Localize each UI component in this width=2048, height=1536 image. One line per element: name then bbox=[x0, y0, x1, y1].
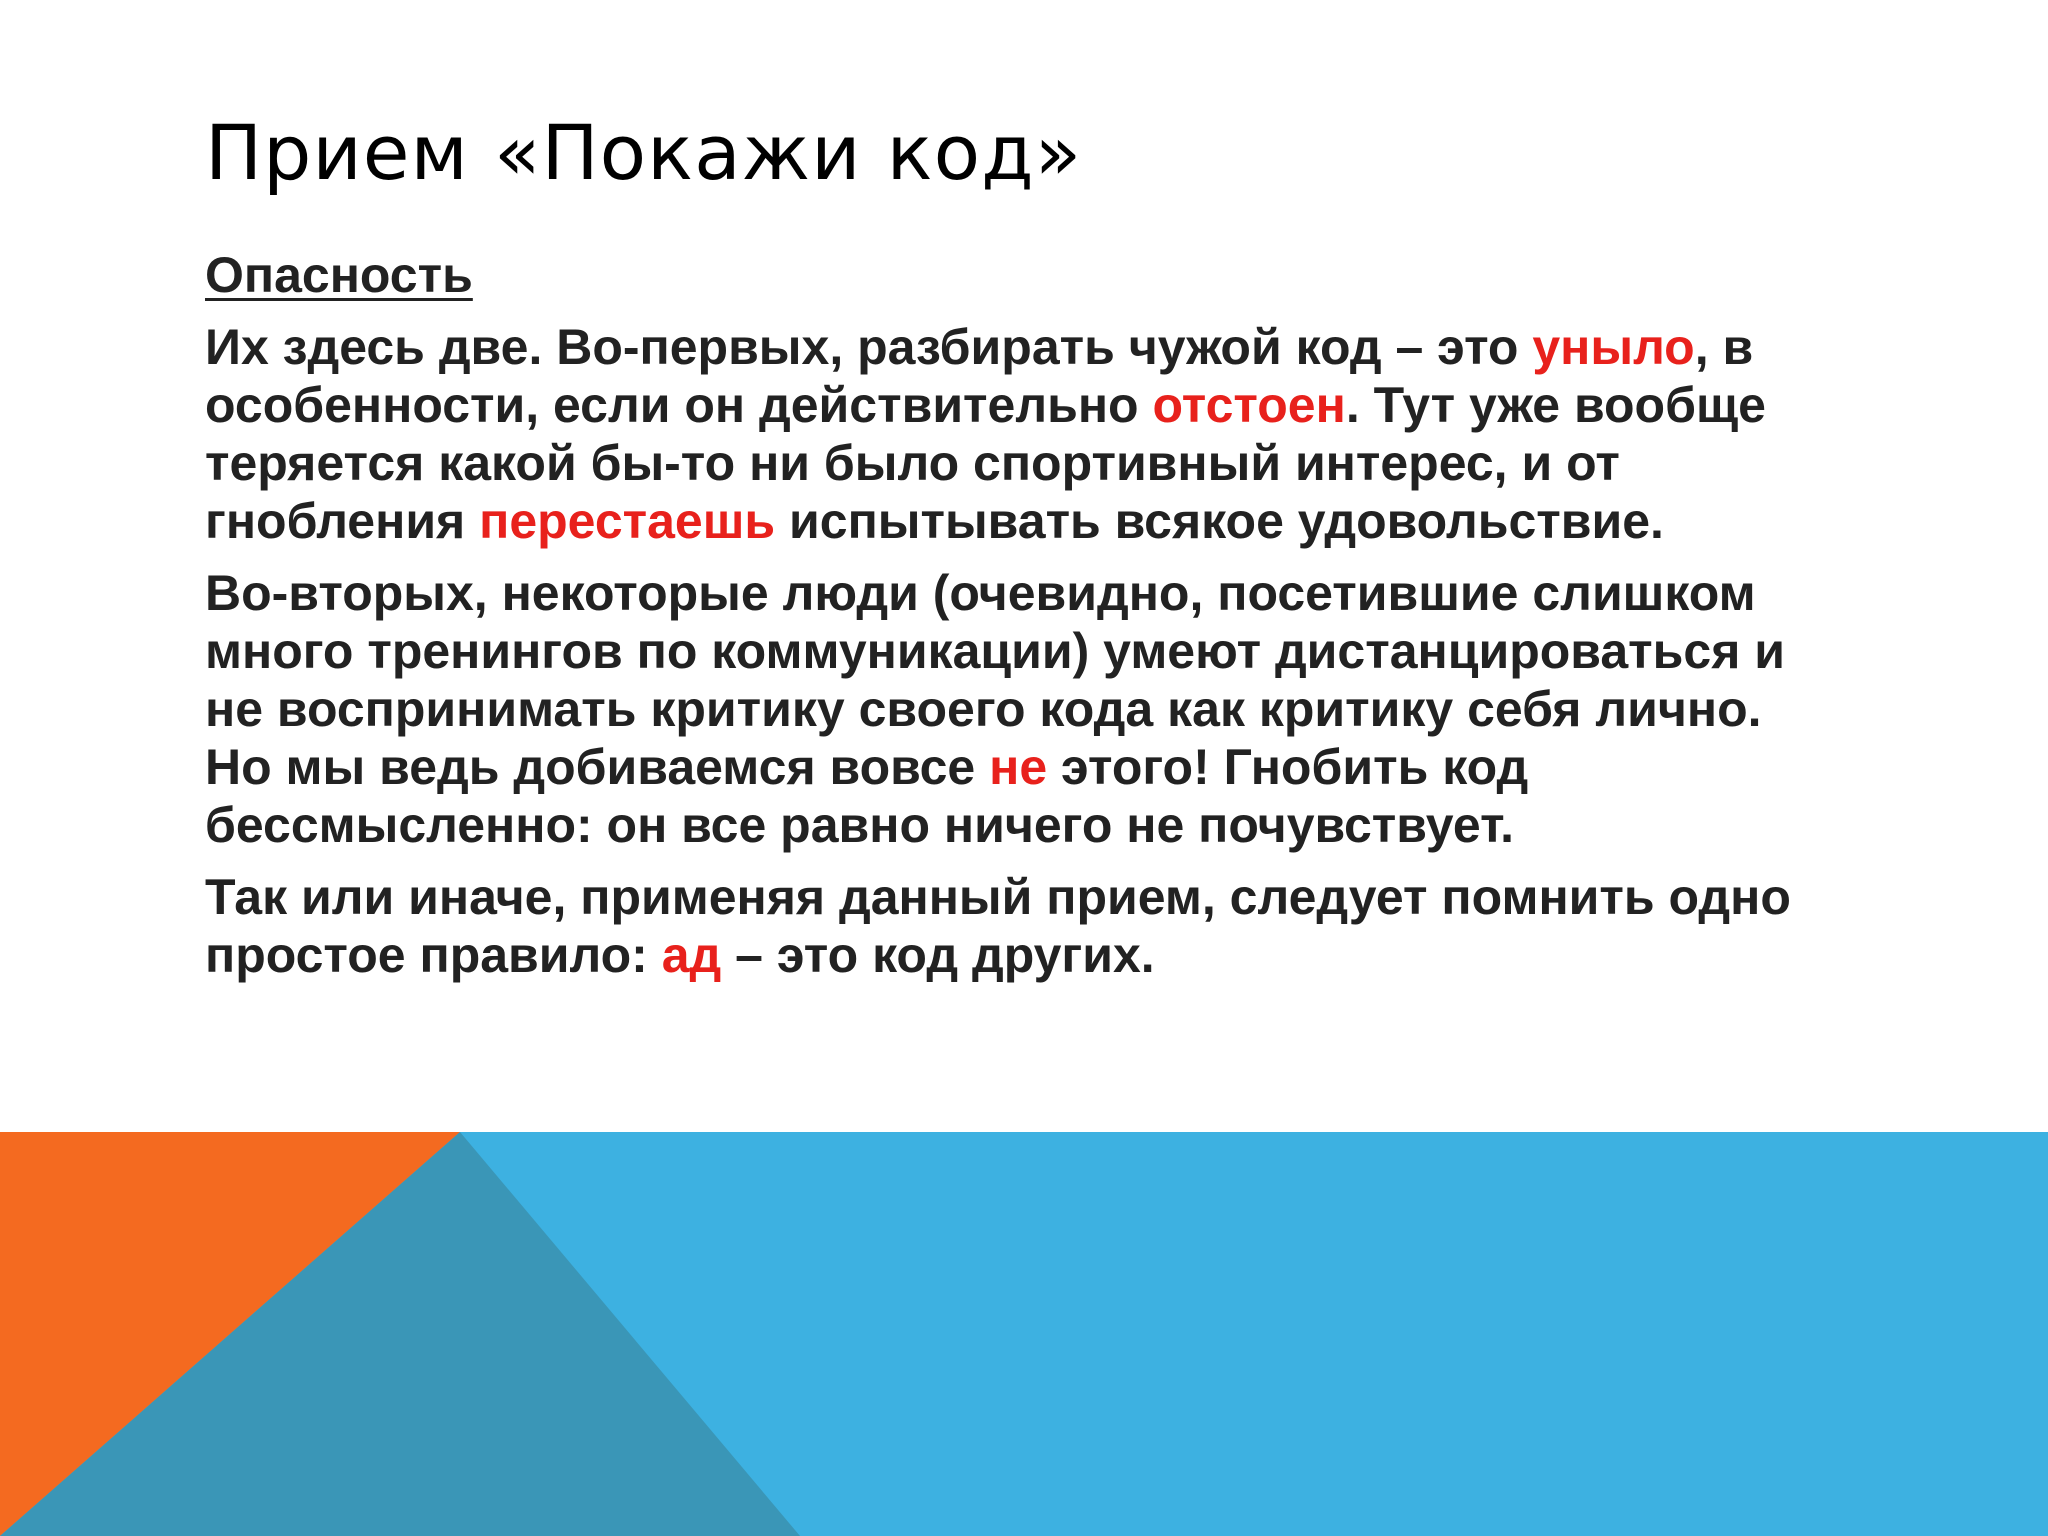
highlight-word-3: перестаешь bbox=[479, 493, 776, 549]
paragraph-1-text-3: . Тут уже вообще теряется какой бы-то ни было спортивный интерес, и от гнобления bbox=[205, 377, 1766, 549]
slide-title: Прием «Покажи код» bbox=[205, 108, 1083, 197]
paragraph-3-text-1: Так или иначе, применяя данный прием, следует помнить одно простое правило: bbox=[205, 869, 1791, 983]
paragraph-2 bbox=[205, 564, 1825, 854]
paragraph-1-text-1: Их здесь две. Во-первых, разбирать чужой код – это bbox=[205, 319, 1533, 375]
highlight-word-5: ад bbox=[661, 927, 722, 983]
highlight-word-2: отстоен bbox=[1152, 377, 1346, 433]
paragraph-3-text-2: – это код других. bbox=[721, 927, 1155, 983]
paragraph-1-text-4: испытывать всякое удовольствие. bbox=[775, 493, 1664, 549]
highlight-word-4: не bbox=[989, 739, 1048, 795]
paragraph-3 bbox=[205, 868, 1825, 984]
highlight-word-1: уныло bbox=[1532, 319, 1695, 375]
section-heading: Опасность bbox=[205, 247, 473, 303]
paragraph-2-text-2: этого! Гнобить код бессмысленно: он все равно ничего не почувствует. bbox=[205, 739, 1529, 853]
paragraph-1-text-2: , в особенности, если он действительно bbox=[205, 319, 1754, 433]
paragraph-1 bbox=[205, 318, 1825, 550]
slide-body bbox=[205, 246, 1825, 998]
paragraph-2-text-1: Во-вторых, некоторые люди (очевидно, посетившие слишком много тренингов по коммуникации) умеют дистанцироваться и не воспринимать критику своего кода как критику себя лично. Но мы ведь добиваемся вовсе bbox=[205, 565, 1786, 795]
